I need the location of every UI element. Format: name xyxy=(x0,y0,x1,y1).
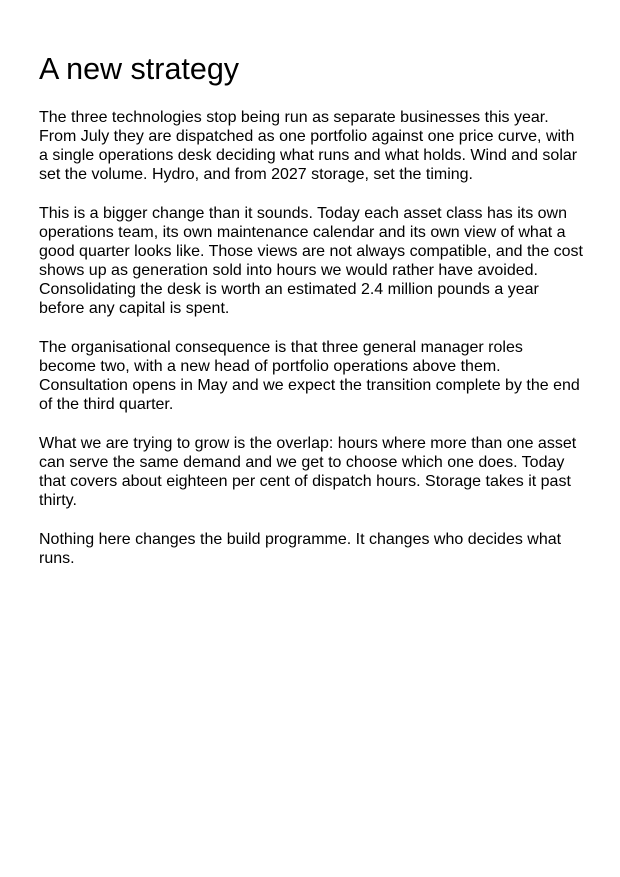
paragraph-overlap-growth: What we are trying to grow is the overlap: hours where more than one asset can serve the same demand and we get to choose which one does. Today that covers about eighteen per cent of dispatch hours. Storage takes it past thirty. xyxy=(39,435,577,509)
paragraph-dispatch-portfolio: The three technologies stop being run as separate businesses this year. From July they are dispatched as one portfolio against one price curve, with a single operations desk deciding what runs and what holds. Wind and solar set the volume. Hydro, and from 2027 storage, set the timing. xyxy=(39,109,578,183)
document-page xyxy=(39,50,584,588)
paragraph-build-programme: Nothing here changes the build programme. It changes who decides what runs. xyxy=(39,531,562,567)
page-title: A new strategy xyxy=(39,52,240,86)
paragraph-bigger-change: This is a bigger change than it sounds. Today each asset class has its own operations team, its own maintenance calendar and its own view of what a good quarter looks like. Those views are not always compatible, and the cost shows up as generation sold into hours we would rather have avoided. Consolidating the desk is worth an estimated 2.4 million pounds a year before any capital is spent. xyxy=(39,205,583,317)
paragraph-organisational-consequence: The organisational consequence is that three general manager roles become two, with a new head of portfolio operations above them. Consultation opens in May and we expect the transition complete by the end of the third quarter. xyxy=(39,339,580,413)
